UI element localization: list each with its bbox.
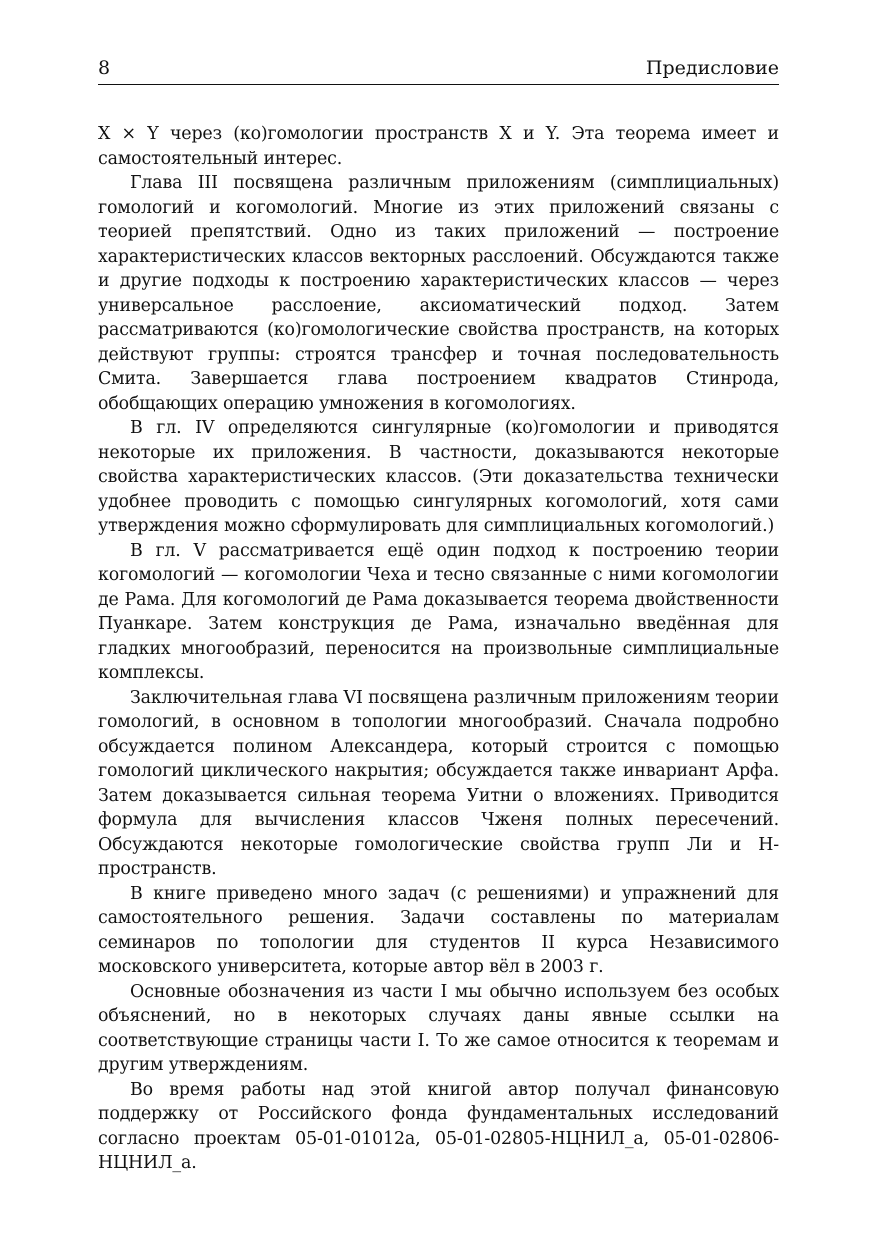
running-header	[98, 56, 779, 85]
paragraph-1: X × Y через (ко)гомологии пространств X и Y. Эта теорема имеет и самостоятельный интерес.	[98, 124, 779, 169]
paragraph-6: В книге приведено много задач (с решениями) и упражнений для самостоятельного решения. Задачи составлены по материалам семинаров по топологии для студентов II курса Независимого московского университета, которые автор вёл в 2003 г.	[98, 883, 779, 977]
page-number: 8	[98, 57, 111, 79]
body-text	[98, 122, 779, 1176]
paragraph-4: В гл. V рассматривается ещё один подход к построению теории когомологий — когомологии Чеха и тесно связанные с ними когомологии де Рама. Для когомологий де Рама доказывается теорема двойственности Пуанкаре. Затем конструкция де Рама, изначально введённая для гладких многообразий, переносится на произвольные симплициальные комплексы.	[98, 540, 779, 683]
paragraph-2: Глава III посвящена различным приложениям (симплициальных) гомологий и когомологий. Многие из этих приложений связаны с теорией препятствий. Одно из таких приложений — построение характеристических классов векторных расслоений. Обсуждаются также и другие подходы к построению характеристических классов — через универсальное расслоение, аксиоматический подход. Затем рассматриваются (ко)гомологические свойства пространств, на которых действуют группы: строятся трансфер и точная последовательность Смита. Завершается глава построением квадратов Стинрода, обобщающих операцию умножения в когомологиях.	[98, 173, 779, 414]
section-title: Предисловие	[645, 57, 779, 79]
paragraph-3: В гл. IV определяются сингулярные (ко)гомологии и приводятся некоторые их приложения. В частности, доказываются некоторые свойства характеристических классов. (Эти доказательства технически удобнее проводить с помощью сингулярных когомологий, хотя сами утверждения можно сформулировать для симплициальных когомологий.)	[98, 418, 779, 536]
paragraph-8: Во время работы над этой книгой автор получал финансовую поддержку от Российского фонда фундаментальных исследований согласно проектам 05-01-01012a, 05-01-02805-НЦНИЛ_a, 05-01-02806-НЦНИЛ_a.	[98, 1079, 779, 1173]
paragraph-5: Заключительная глава VI посвящена различным приложениям теории гомологий, в основном в топологии многообразий. Сначала подробно обсуждается полином Александера, который строится с помощью гомологий циклического накрытия; обсуждается также инвариант Арфа. Затем доказывается сильная теорема Уитни о вложениях. Приводится формула для вычисления классов Чженя полных пересечений. Обсуждаются некоторые гомологические свойства групп Ли и H-пространств.	[98, 687, 779, 879]
paragraph-7: Основные обозначения из части I мы обычно используем без особых объяснений, но в некоторых случаях даны явные ссылки на соответствующие страницы части I. То же самое относится к теоремам и другим утверждениям.	[98, 981, 779, 1075]
